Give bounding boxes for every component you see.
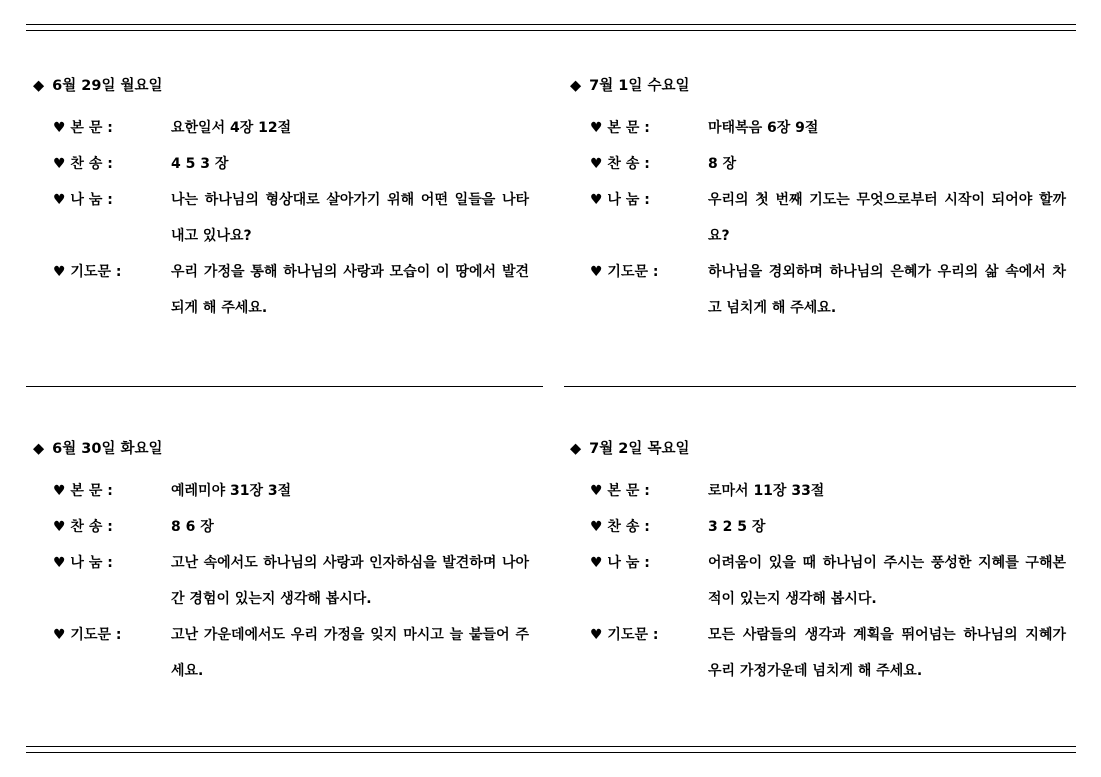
diamond-icon: ◆ [33,441,45,457]
diamond-icon: ◆ [570,441,582,457]
day-heading: ◆ 6월 30일 화요일 [33,441,163,457]
top-double-rule [26,24,1076,31]
middle-rule-left [26,386,543,387]
hymn-row: ♥ 찬 송 : 8 장 [590,156,737,172]
day-heading: ◆ 7월 1일 수요일 [570,78,690,94]
hymn-row: ♥ 찬 송 : 3 2 5 장 [590,519,766,535]
sharing-row: ♥ 나 눔 : 우리의 첫 번째 기도는 무엇으로부터 시작이 되어야 할까요? [590,192,1066,244]
sharing-row: ♥ 나 눔 : 고난 속에서도 하나님의 사랑과 인자하심을 발견하며 나아간 경험이 있는지 생각해 봅시다. [53,555,529,607]
sharing-row: ♥ 나 눔 : 나는 하나님의 형상대로 살아가기 위해 어떤 일들을 나타내고 있나요? [53,192,529,244]
bottom-double-rule [26,746,1076,753]
diamond-icon: ◆ [570,78,582,94]
day-heading: ◆ 6월 29일 월요일 [33,78,163,94]
scripture-row: ♥ 본 문 : 마태복음 6장 9절 [590,120,819,136]
diamond-icon: ◆ [33,78,45,94]
scripture-row: ♥ 본 문 : 예레미야 31장 3절 [53,483,292,499]
prayer-row: ♥ 기도문 : 하나님을 경외하며 하나님의 은혜가 우리의 삶 속에서 차고 넘치게 해 주세요. [590,264,1066,316]
sharing-row: ♥ 나 눔 : 어려움이 있을 때 하나님이 주시는 풍성한 지혜를 구해본 적이 있는지 생각해 봅시다. [590,555,1066,607]
scripture-row: ♥ 본 문 : 로마서 11장 33절 [590,483,825,499]
hymn-row: ♥ 찬 송 : 4 5 3 장 [53,156,229,172]
day-heading: ◆ 7월 2일 목요일 [570,441,690,457]
hymn-row: ♥ 찬 송 : 8 6 장 [53,519,214,535]
prayer-row: ♥ 기도문 : 우리 가정을 통해 하나님의 사랑과 모습이 이 땅에서 발견되게 해 주세요. [53,264,529,316]
scripture-row: ♥ 본 문 : 요한일서 4장 12절 [53,120,292,136]
prayer-row: ♥ 기도문 : 모든 사람들의 생각과 계획을 뛰어넘는 하나님의 지혜가 우리 가정가운데 넘치게 해 주세요. [590,627,1066,679]
middle-rule-right [564,386,1076,387]
prayer-row: ♥ 기도문 : 고난 가운데에서도 우리 가정을 잊지 마시고 늘 붙들어 주세요. [53,627,529,679]
